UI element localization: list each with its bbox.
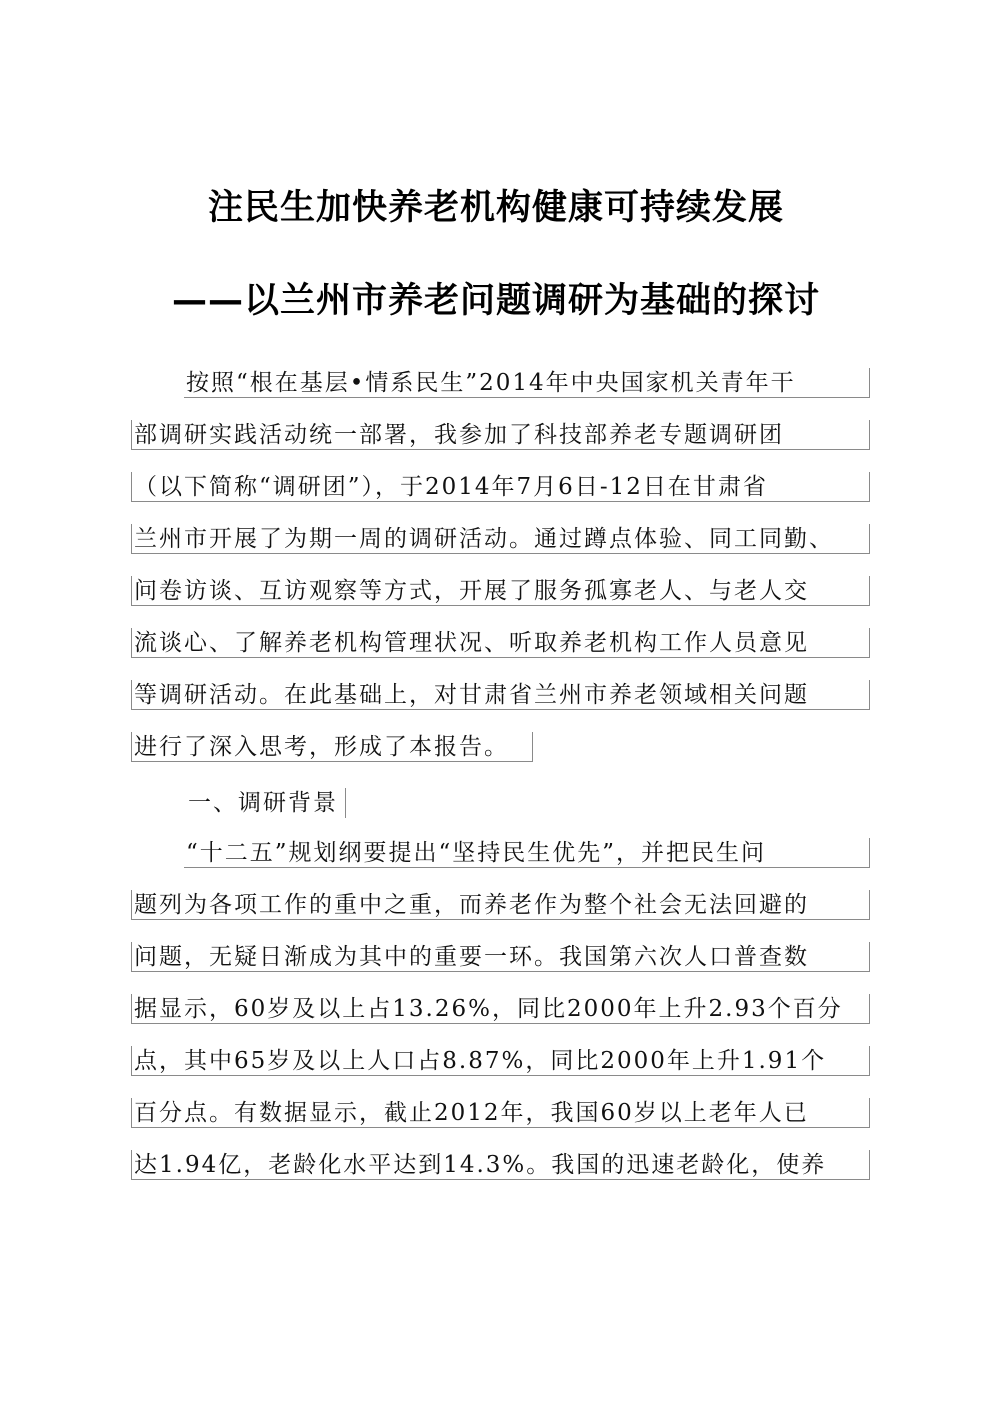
text-line: “十二五”规划纲要提出“坚持民生优先”，并把民生问 (184, 838, 870, 868)
text-line: 百分点。有数据显示，截止2012年，我国60岁以上老年人已 (131, 1098, 870, 1128)
document-title: 注民生加快养老机构健康可持续发展 (207, 188, 784, 228)
text-line: 部调研实践活动统一部署，我参加了科技部养老专题调研团 (131, 420, 870, 450)
text-line: 问题，无疑日渐成为其中的重要一环。我国第六次人口普查数 (131, 942, 870, 972)
section-heading: 一、调研背景 (186, 788, 346, 818)
text-line: 按照“根在基层•情系民生”2014年中央国家机关青年干 (184, 368, 870, 398)
text-line: 据显示，60岁及以上占13.26%，同比2000年上升2.93个百分 (131, 994, 870, 1024)
text-line: 等调研活动。在此基础上，对甘肃省兰州市养老领域相关问题 (131, 680, 870, 710)
text-line: 问卷访谈、互访观察等方式，开展了服务孤寡老人、与老人交 (131, 576, 870, 606)
text-line: 达1.94亿，老龄化水平达到14.3%。我国的迅速老龄化，使养 (131, 1150, 870, 1180)
text-line: 进行了深入思考，形成了本报告。 (131, 732, 533, 762)
document-subtitle: ——以兰州市养老问题调研为基础的探讨 (171, 281, 820, 321)
text-line: （以下简称“调研团”），于2014年7月6日-12日在甘肃省 (131, 472, 870, 502)
text-line: 题列为各项工作的重中之重，而养老作为整个社会无法回避的 (131, 890, 870, 920)
text-line: 兰州市开展了为期一周的调研活动。通过蹲点体验、同工同勤、 (131, 524, 870, 554)
text-line: 点，其中65岁及以上人口占8.87%，同比2000年上升1.91个 (131, 1046, 870, 1076)
text-line: 流谈心、了解养老机构管理状况、听取养老机构工作人员意见 (131, 628, 870, 658)
